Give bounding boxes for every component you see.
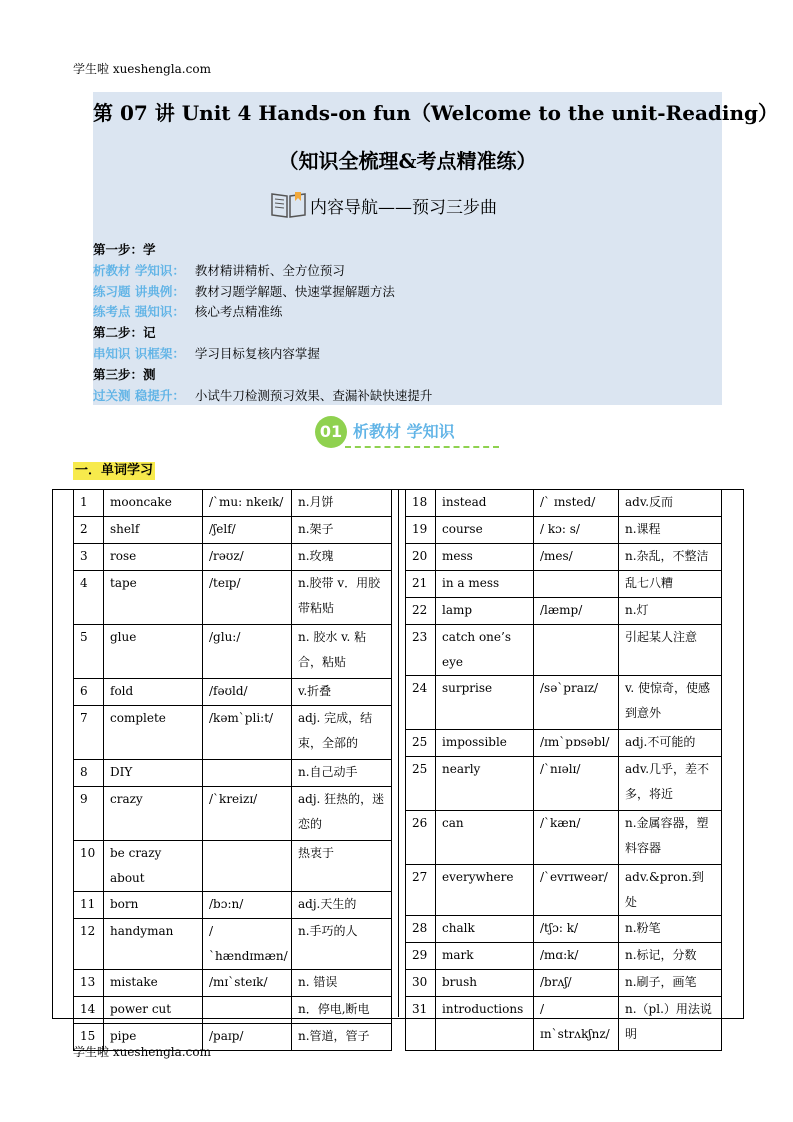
vocab-phonetic: /teɪp/ (203, 571, 292, 625)
step-heading (93, 240, 432, 261)
nav-heading (270, 190, 497, 220)
vocab-word: DIY (104, 760, 203, 787)
step-item (93, 282, 432, 303)
step-desc: 教材精讲精析、全方位预习 (194, 262, 345, 278)
vocab-word: be crazy about (104, 841, 203, 892)
vocab-word: catch one’s eye (436, 625, 534, 676)
vocab-word: mistake (104, 970, 203, 997)
section-underline (345, 446, 499, 448)
vocab-row (74, 919, 392, 970)
vocab-number: 22 (406, 598, 436, 625)
step-heading-text: 第三步：测 (93, 366, 156, 382)
vocab-meaning: adv.&pron.到处 (619, 865, 722, 916)
step-key: 析教材 学知识： (93, 262, 185, 278)
vocab-number: 10 (74, 841, 104, 892)
vocab-number: 12 (74, 919, 104, 970)
vocab-meaning: n.自己动手 (292, 760, 392, 787)
vocab-meaning: n.胶带 v．用胶带粘贴 (292, 571, 392, 625)
vocab-number: 5 (74, 625, 104, 679)
vocab-word: in a mess (436, 571, 534, 598)
vocab-row (74, 571, 392, 625)
section-number: 01 (315, 416, 347, 448)
vocab-phonetic: /ɪnˋstrʌkʃnz/ (534, 997, 619, 1051)
vocab-number: 15 (74, 1024, 104, 1051)
vocab-phonetic: /glu:/ (203, 625, 292, 679)
vocab-phonetic: /mes/ (534, 544, 619, 571)
vocab-table-left (73, 489, 392, 1051)
vocab-word: lamp (436, 598, 534, 625)
vocab-meaning: n.杂乱，不整洁 (619, 544, 722, 571)
vocab-meaning: n.月饼 (292, 490, 392, 517)
vocab-phonetic (203, 760, 292, 787)
vocab-word: born (104, 892, 203, 919)
step-key: 过关测 稳提升： (93, 387, 185, 403)
vocab-number: 31 (406, 997, 436, 1051)
vocab-row (74, 997, 392, 1024)
vocab-row (406, 943, 722, 970)
vocab-row (74, 490, 392, 517)
vocab-word: can (436, 811, 534, 865)
steps-list (93, 240, 432, 406)
vocab-row (74, 517, 392, 544)
vocab-word: mark (436, 943, 534, 970)
vocab-number: 26 (406, 811, 436, 865)
vocab-phonetic (534, 571, 619, 598)
vocab-word: course (436, 517, 534, 544)
page-title: 第 07 讲 Unit 4 Hands-on fun（Welcome to the unit-Reading） (93, 101, 779, 125)
vocab-meaning: n．停电,断电 (292, 997, 392, 1024)
vocab-phonetic: /ɪmˋpɒsəbl/ (534, 730, 619, 757)
vocab-word: tape (104, 571, 203, 625)
step-desc: 核心考点精准练 (194, 304, 283, 320)
section-label: 析教材 学知识 (353, 422, 455, 441)
vocab-number: 19 (406, 517, 436, 544)
vocab-number: 7 (74, 706, 104, 760)
vocab-number: 8 (74, 760, 104, 787)
vocab-phonetic: /mɑ:k/ (534, 943, 619, 970)
vocab-row (406, 598, 722, 625)
vocab-phonetic: /ˋmu: nkeɪk/ (203, 490, 292, 517)
vocab-phonetic: /ˋkreizɪ/ (203, 787, 292, 841)
divider-line (398, 489, 399, 1017)
vocab-meaning: n.架子 (292, 517, 392, 544)
vocab-row (74, 841, 392, 892)
vocab-meaning: adj. 狂热的，迷恋的 (292, 787, 392, 841)
vocab-row (406, 811, 722, 865)
vocab-number: 24 (406, 676, 436, 730)
vocab-number: 2 (74, 517, 104, 544)
vocab-number: 1 (74, 490, 104, 517)
vocab-phonetic (203, 841, 292, 892)
vocab-number: 13 (74, 970, 104, 997)
vocab-row (74, 760, 392, 787)
vocab-row (406, 571, 722, 598)
vocab-row (406, 490, 722, 517)
vocab-phonetic: /paɪp/ (203, 1024, 292, 1051)
step-heading-text: 第二步：记 (93, 325, 156, 341)
vocab-meaning: adv.几乎，差不多，将近 (619, 757, 722, 811)
vocab-meaning: n.标记，分数 (619, 943, 722, 970)
vocab-row (74, 679, 392, 706)
vocab-phonetic: /ˋkæn/ (534, 811, 619, 865)
step-key: 串知识 识框架： (93, 345, 185, 361)
vocab-meaning: adj.不可能的 (619, 730, 722, 757)
vocab-row (406, 757, 722, 811)
vocab-word: mess (436, 544, 534, 571)
vocab-row (74, 544, 392, 571)
vocab-phonetic (534, 625, 619, 676)
step-heading (93, 323, 432, 344)
vocab-row (406, 517, 722, 544)
vocab-number: 28 (406, 916, 436, 943)
vocab-word: glue (104, 625, 203, 679)
vocab-row (74, 625, 392, 679)
book-icon (270, 190, 308, 220)
vocab-word: everywhere (436, 865, 534, 916)
vocab-meaning: v.折叠 (292, 679, 392, 706)
vocab-number: 25 (406, 730, 436, 757)
vocab-word: handyman (104, 919, 203, 970)
vocab-number: 21 (406, 571, 436, 598)
vocab-meaning: n. 错误 (292, 970, 392, 997)
section-badge (315, 415, 495, 449)
vocab-word: pipe (104, 1024, 203, 1051)
vocab-phonetic: /ˋhændɪmæn/ (203, 919, 292, 970)
vocab-phonetic: /bɔ:n/ (203, 892, 292, 919)
vocab-meaning: n.金属容器，塑料容器 (619, 811, 722, 865)
vocab-row (406, 997, 722, 1051)
vocab-word: chalk (436, 916, 534, 943)
vocab-word: nearly (436, 757, 534, 811)
vocab-row (406, 970, 722, 997)
vocab-word: crazy (104, 787, 203, 841)
vocab-word: power cut (104, 997, 203, 1024)
vocab-row (406, 625, 722, 676)
vocab-number: 18 (406, 490, 436, 517)
vocab-phonetic: /brʌʃ/ (534, 970, 619, 997)
vocab-row (406, 544, 722, 571)
step-heading-text: 第一步：学 (93, 242, 156, 257)
vocab-meaning: 乱七八糟 (619, 571, 722, 598)
vocab-phonetic: /ˋnɪəlɪ/ (534, 757, 619, 811)
step-heading (93, 365, 432, 386)
nav-title: 内容导航——预习三步曲 (310, 197, 497, 218)
vocab-meaning: n.管道，管子 (292, 1024, 392, 1051)
vocab-row (74, 787, 392, 841)
vocab-row (406, 730, 722, 757)
vocab-phonetic: /ˋevrɪweər/ (534, 865, 619, 916)
vocab-meaning: n.粉笔 (619, 916, 722, 943)
vocab-phonetic: /ʃelf/ (203, 517, 292, 544)
step-desc: 教材习题学解题、快速掌握解题方法 (194, 283, 395, 299)
vocab-word: shelf (104, 517, 203, 544)
vocab-number: 27 (406, 865, 436, 916)
category-heading: 一．单词学习 (75, 463, 154, 478)
vocab-phonetic: /ˋ ɪnsted/ (534, 490, 619, 517)
vocab-number: 29 (406, 943, 436, 970)
vocab-meaning: 热衷于 (292, 841, 392, 892)
step-desc: 小试牛刀检测预习效果、查漏补缺快速提升 (194, 387, 433, 403)
vocab-word: fold (104, 679, 203, 706)
vocab-phonetic: /fəʊld/ (203, 679, 292, 706)
vocab-phonetic: /mɪˋsteɪk/ (203, 970, 292, 997)
vocab-number: 25 (406, 757, 436, 811)
step-item (93, 386, 432, 407)
vocab-row (406, 865, 722, 916)
step-item (93, 344, 432, 365)
vocab-meaning: n.手巧的人 (292, 919, 392, 970)
vocab-row (406, 676, 722, 730)
vocab-number: 6 (74, 679, 104, 706)
vocab-meaning: n.刷子，画笔 (619, 970, 722, 997)
vocab-phonetic: /rəʊz/ (203, 544, 292, 571)
vocab-phonetic: / kɔ: s/ (534, 517, 619, 544)
step-key: 练考点 强知识： (93, 304, 185, 320)
vocab-word: impossible (436, 730, 534, 757)
step-item (93, 261, 432, 282)
vocab-table-right (405, 489, 722, 1051)
step-desc: 学习目标复核内容掌握 (194, 345, 320, 361)
step-key: 练习题 讲典例： (93, 283, 185, 299)
vocab-meaning: n. 胶水 v. 粘合，粘贴 (292, 625, 392, 679)
vocab-number: 11 (74, 892, 104, 919)
vocab-meaning: v. 使惊奇，使感到意外 (619, 676, 722, 730)
vocab-word: rose (104, 544, 203, 571)
vocab-meaning: n.灯 (619, 598, 722, 625)
vocab-phonetic: /læmp/ (534, 598, 619, 625)
vocab-word: brush (436, 970, 534, 997)
page-subtitle: （知识全梳理&考点精准练） (278, 149, 537, 173)
vocab-phonetic: /tʃɔ: k/ (534, 916, 619, 943)
vocab-phonetic: /səˋpraɪz/ (534, 676, 619, 730)
vocab-number: 9 (74, 787, 104, 841)
site-header: 学生啦 xueshengla.com (73, 62, 211, 76)
vocab-meaning: adv.反而 (619, 490, 722, 517)
site-footer: 学生啦 xueshengla.com (73, 1045, 211, 1059)
vocab-word: surprise (436, 676, 534, 730)
step-item (93, 302, 432, 323)
vocab-meaning: adj.天生的 (292, 892, 392, 919)
vocab-meaning: n.玫瑰 (292, 544, 392, 571)
vocab-row (74, 706, 392, 760)
vocab-word: complete (104, 706, 203, 760)
vocab-number: 20 (406, 544, 436, 571)
vocab-number: 3 (74, 544, 104, 571)
vocab-row (74, 970, 392, 997)
vocab-word: mooncake (104, 490, 203, 517)
vocab-word: introductions (436, 997, 534, 1051)
vocab-number: 14 (74, 997, 104, 1024)
vocab-meaning: adj. 完成，结束，全部的 (292, 706, 392, 760)
vocab-row (74, 892, 392, 919)
vocab-number: 30 (406, 970, 436, 997)
vocab-number: 23 (406, 625, 436, 676)
vocab-phonetic (203, 997, 292, 1024)
vocab-phonetic: /kəmˋpli:t/ (203, 706, 292, 760)
vocab-number: 4 (74, 571, 104, 625)
vocab-row (406, 916, 722, 943)
vocab-word: instead (436, 490, 534, 517)
vocab-meaning: n.课程 (619, 517, 722, 544)
vocab-meaning: 引起某人注意 (619, 625, 722, 676)
vocab-meaning: n.（pl.）用法说明 (619, 997, 722, 1051)
